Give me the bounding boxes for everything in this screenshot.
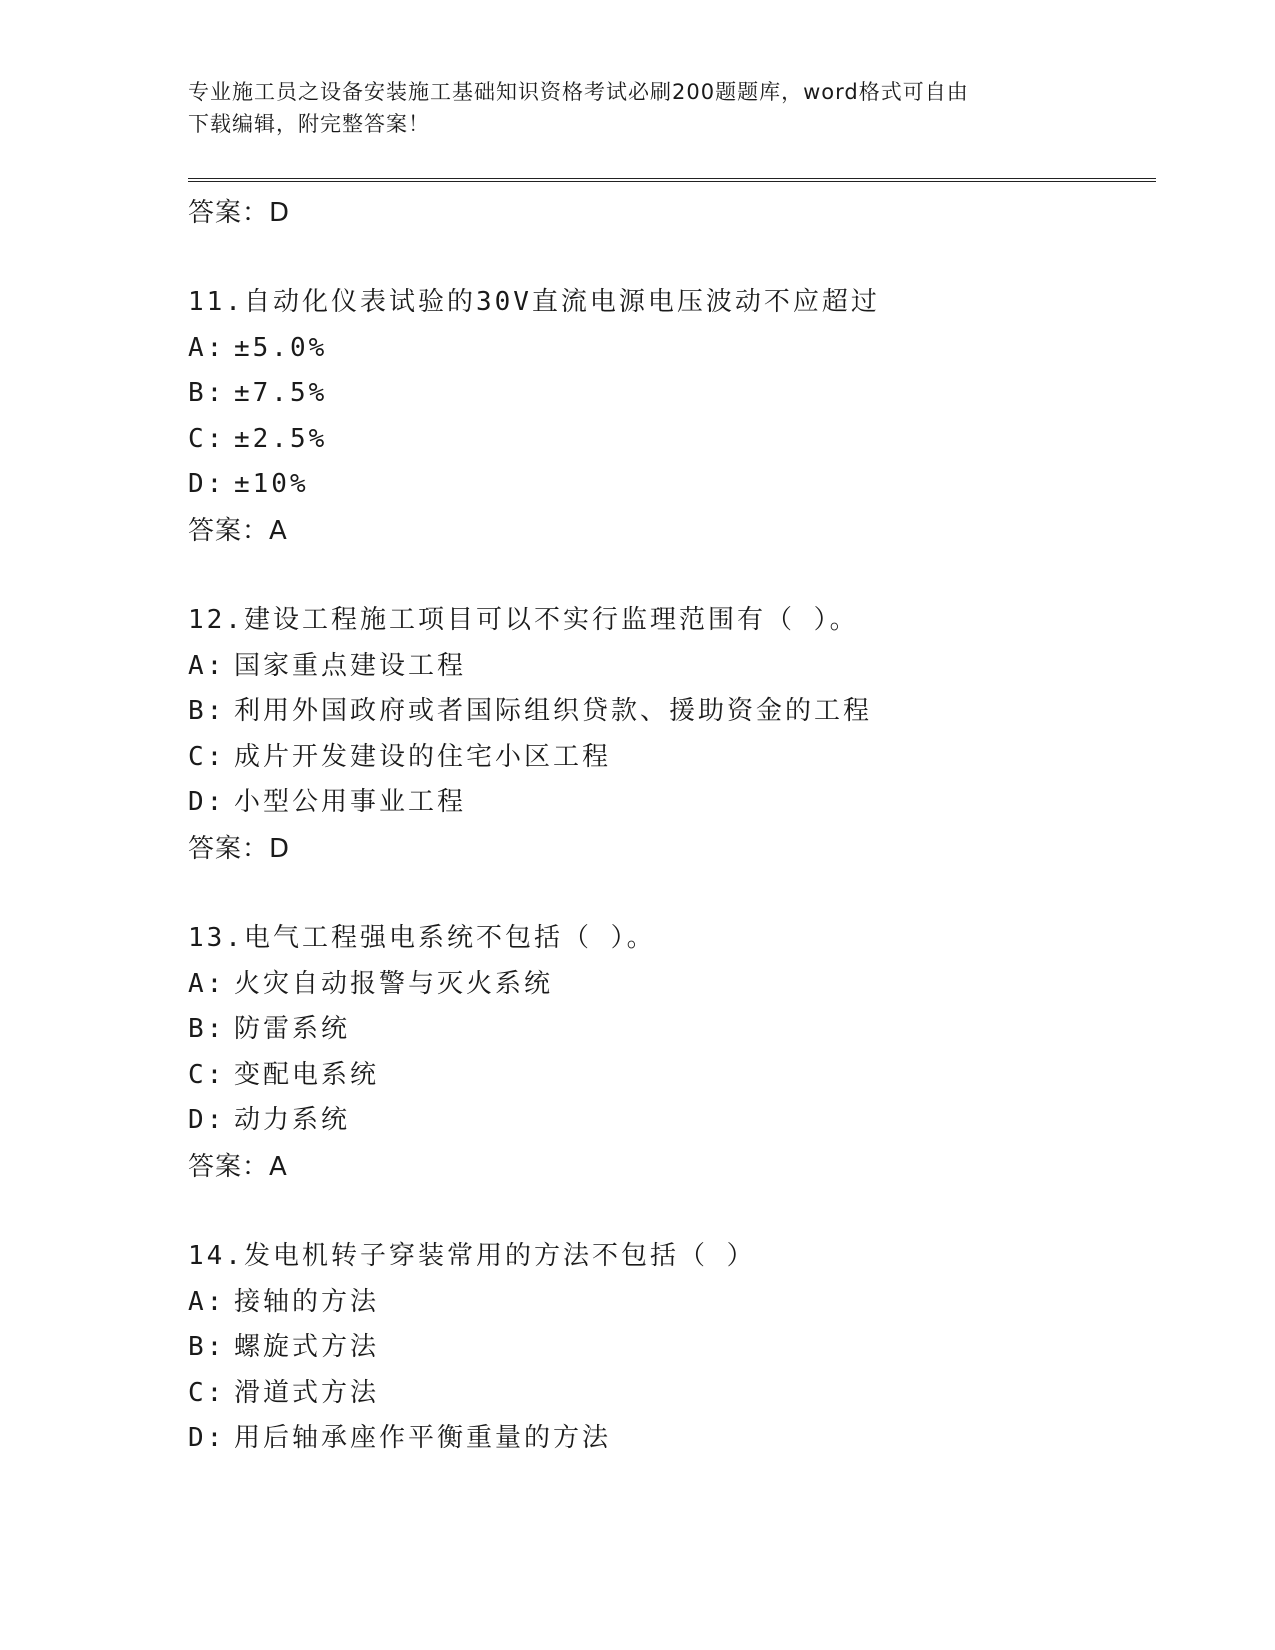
option-a xyxy=(188,644,1156,690)
option-d xyxy=(188,1416,1156,1462)
option-text: 火灾自动报警与灭火系统 xyxy=(234,968,554,999)
question-11 xyxy=(188,280,1156,554)
option-letter: D: xyxy=(188,787,226,818)
option-text: 动力系统 xyxy=(234,1105,351,1136)
option-letter: D: xyxy=(188,1105,226,1136)
option-text: 接轴的方法 xyxy=(234,1286,380,1317)
option-c xyxy=(188,417,1156,463)
question-12 xyxy=(188,598,1156,872)
option-b xyxy=(188,689,1156,735)
option-letter: A: xyxy=(188,650,226,681)
option-letter: B: xyxy=(188,1014,226,1045)
option-c xyxy=(188,735,1156,781)
question-14 xyxy=(188,1234,1156,1462)
option-letter: D: xyxy=(188,469,226,500)
option-c xyxy=(188,1371,1156,1417)
option-letter: A: xyxy=(188,1286,226,1317)
option-letter: C: xyxy=(188,1059,226,1090)
option-letter: C: xyxy=(188,423,226,454)
option-text: 国家重点建设工程 xyxy=(234,650,467,681)
document-header xyxy=(188,76,1088,140)
option-text: 变配电系统 xyxy=(234,1059,380,1090)
option-letter: B: xyxy=(188,378,226,409)
answer-line: 答案：A xyxy=(188,515,288,546)
option-letter: C: xyxy=(188,1377,226,1408)
option-b xyxy=(188,1007,1156,1053)
document-body xyxy=(188,190,1156,1462)
option-text: 利用外国政府或者国际组织贷款、援助资金的工程 xyxy=(234,696,873,727)
option-d xyxy=(188,1098,1156,1144)
question-title: 12.建设工程施工项目可以不实行监理范围有（ ）。 xyxy=(188,604,859,635)
answer-line: 答案：D xyxy=(188,198,291,228)
option-letter: C: xyxy=(188,741,226,772)
option-text: ±10% xyxy=(234,469,309,500)
question-13 xyxy=(188,916,1156,1190)
option-text: 用后轴承座作平衡重量的方法 xyxy=(234,1423,612,1454)
option-text: ±7.5% xyxy=(234,378,328,409)
option-c xyxy=(188,1053,1156,1099)
option-text: 成片开发建设的住宅小区工程 xyxy=(234,741,612,772)
option-a xyxy=(188,326,1156,372)
option-text: ±2.5% xyxy=(234,423,328,454)
question-title: 11.自动化仪表试验的30V直流电源电压波动不应超过 xyxy=(188,287,880,317)
header-line-2: 下载编辑，附完整答案！ xyxy=(188,112,430,136)
option-text: 小型公用事业工程 xyxy=(234,787,467,818)
option-a xyxy=(188,962,1156,1008)
option-text: 螺旋式方法 xyxy=(234,1332,380,1363)
option-text: ±5.0% xyxy=(234,332,328,363)
option-letter: A: xyxy=(188,968,226,999)
option-b xyxy=(188,1325,1156,1371)
option-letter: A: xyxy=(188,332,226,363)
option-letter: D: xyxy=(188,1423,226,1454)
question-title: 14.发电机转子穿装常用的方法不包括（ ） xyxy=(188,1240,756,1271)
option-d xyxy=(188,780,1156,826)
option-letter: B: xyxy=(188,696,226,727)
header-line-1: 专业施工员之设备安装施工基础知识资格考试必刷200题题库，word格式可自由 xyxy=(188,80,969,104)
option-d xyxy=(188,462,1156,508)
option-text: 滑道式方法 xyxy=(234,1377,380,1408)
option-text: 防雷系统 xyxy=(234,1014,351,1045)
answer-line: 答案：D xyxy=(188,833,291,864)
option-a xyxy=(188,1280,1156,1326)
option-b xyxy=(188,371,1156,417)
header-divider xyxy=(188,178,1156,182)
question-title: 13.电气工程强电系统不包括（ ）。 xyxy=(188,922,656,953)
answer-line: 答案：A xyxy=(188,1151,288,1182)
option-letter: B: xyxy=(188,1332,226,1363)
